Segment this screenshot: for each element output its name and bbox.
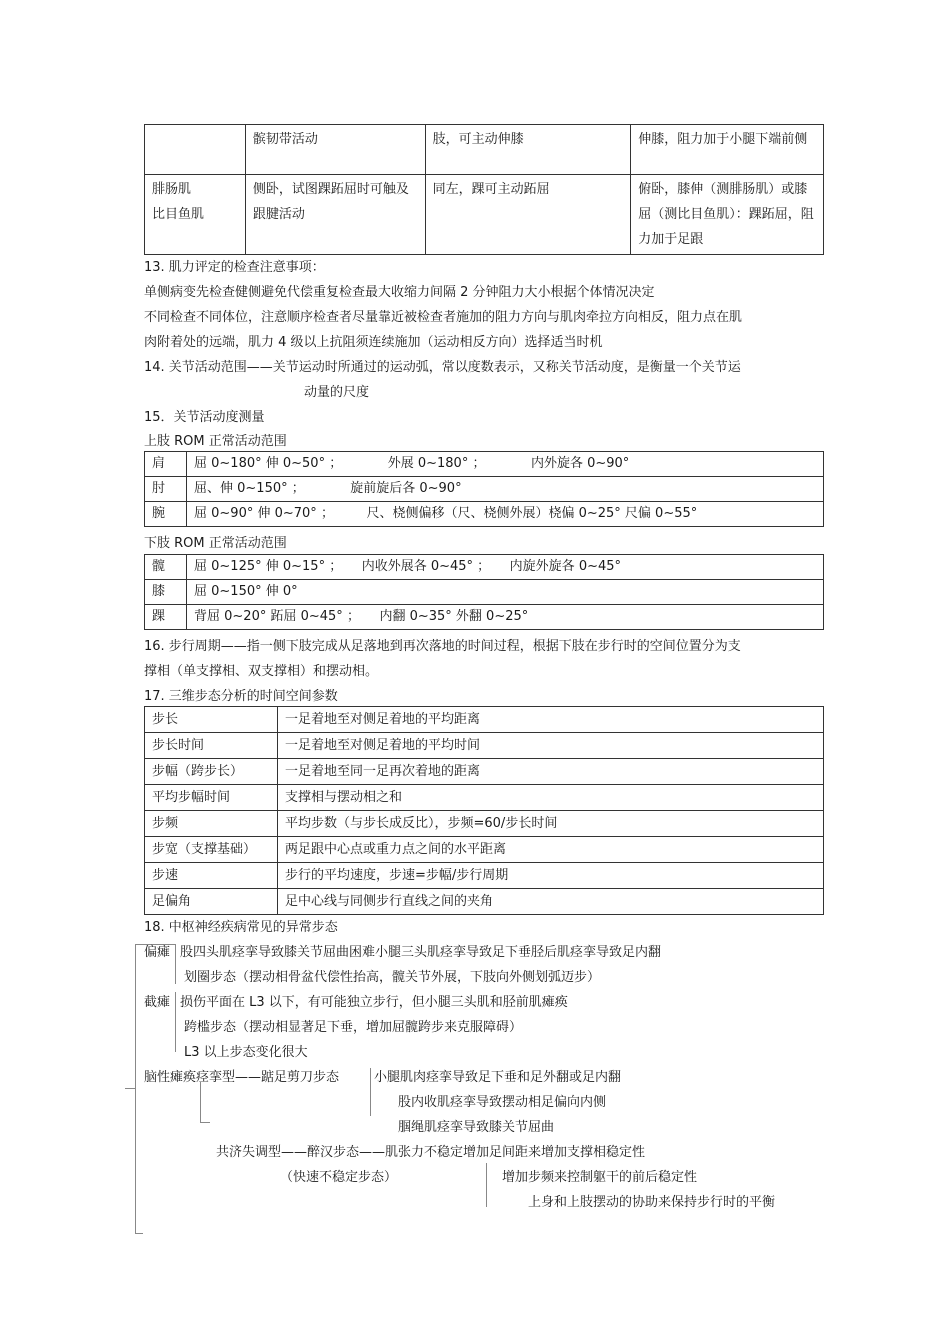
cerebral-palsy-label: 脑性瘫痪痉挛型——踮足剪刀步态 [144,1070,340,1085]
section-16-line: 撑相（单支撑相、双支撑相）和摆动相。 [144,664,379,679]
section-14-line: 动量的尺度 [304,385,370,400]
joint-cell: 髋 [145,555,187,580]
table-row [145,175,824,255]
table-row [145,889,824,915]
table-row [145,707,824,733]
param-desc: 足中心线与同侧步行直线之间的夹角 [278,889,824,915]
bracket-line [135,1233,143,1234]
joint-cell: 肘 [145,477,187,502]
section-17-title: 17. 三维步态分析的时间空间参数 [144,689,338,704]
table-cell: 侧卧，试图踝跖屈时可触及跟腱活动 [245,175,425,255]
table-row [145,125,824,175]
table-cell: 同左，踝可主动跖屈 [425,175,631,255]
paraplegia-label: 截瘫 [144,995,171,1010]
section-13-line: 肉附着处的远端，肌力 4 级以上抗阻须连续施加（运动相反方向）选择适当时机 [144,335,603,350]
section-13-line: 不同检查不同体位，注意顺序检查者尽量靠近被检查者施加的阻力方向与肌肉牵拉方向相反，阻力点在肌 [144,310,743,325]
section-13-title: 13. 肌力评定的检查注意事项： [144,260,325,275]
ataxia-item: 增加步频来控制躯干的前后稳定性 [502,1170,698,1185]
table-row [145,759,824,785]
joint-cell: 肩 [145,452,187,477]
table-cell: 髌韧带活动 [245,125,425,175]
bracket-line [200,1122,210,1123]
gait-parameter-table [144,706,824,915]
table-row [145,502,824,527]
ataxia-label: 共济失调型——醉汉步态——肌张力不稳定增加足间距来增加支撑相稳定性 [216,1145,646,1160]
table-row [145,477,824,502]
table-row [145,811,824,837]
upper-rom-title: 上肢 ROM 正常活动范围 [144,434,287,449]
upper-rom-table [144,451,824,527]
table-cell: 俯卧，膝伸（测腓肠肌）或膝屈（测比目鱼肌）：踝跖屈，阻力加于足跟 [631,175,824,255]
section-15-title: 15．关节活动度测量 [144,410,265,425]
section-18-title: 18. 中枢神经疾病常见的异常步态 [144,920,338,935]
section-14-line: 14. 关节活动范围——关节运动时所通过的运动弧，常以度数表示，又称关节活动度，是衡量一个关节运 [144,360,741,375]
param-desc: 平均步数（与步长成反比），步频=60/步长时间 [278,811,824,837]
cerebral-palsy-item: 股内收肌痉挛导致摆动相足偏向内侧 [398,1095,607,1110]
param-desc: 两足跟中心点或重力点之间的水平距离 [278,837,824,863]
lower-rom-table [144,554,824,630]
section-13-line: 单侧病变先检查健侧避免代偿重复检查最大收缩力间隔 2 分钟阻力大小根据个体情况决定 [144,285,655,300]
rom-cell: 屈 0~125° 伸 0~15° ； 内收外展各 0~45° ； 内旋外旋各 0~45° [187,555,824,580]
table-row [145,452,824,477]
lower-rom-title: 下肢 ROM 正常活动范围 [144,536,287,551]
table-cell: 肢，可主动伸膝 [425,125,631,175]
table-row [145,837,824,863]
param-desc: 一足着地至对侧足着地的平均距离 [278,707,824,733]
param-name: 步速 [145,863,278,889]
param-name: 步频 [145,811,278,837]
cerebral-palsy-item: 小腿肌肉痉挛导致足下垂和足外翻或足内翻 [374,1070,622,1085]
param-desc: 步行的平均速度，步速=步幅/步行周期 [278,863,824,889]
table-row [145,733,824,759]
param-desc: 一足着地至同一足再次着地的距离 [278,759,824,785]
section-16-line: 16. 步行周期——指一侧下肢完成从足落地到再次落地的时间过程，根据下肢在步行时的空间位置分为支 [144,639,741,654]
joint-cell: 踝 [145,605,187,630]
table-row [145,785,824,811]
table-row [145,863,824,889]
param-desc: 支撑相与摆动相之和 [278,785,824,811]
table-cell: 腓肠肌 比目鱼肌 [145,175,246,255]
ataxia-sub: （快速不稳定步态） [280,1170,398,1185]
rom-cell: 屈、伸 0~150° ； 旋前旋后各 0~90° [187,477,824,502]
ataxia-item: 上身和上肢摆动的协助来保持步行时的平衡 [528,1195,776,1210]
bracket-line [175,944,176,984]
joint-cell: 腕 [145,502,187,527]
param-name: 步长时间 [145,733,278,759]
bracket-line [370,1068,371,1116]
bracket-line [200,1082,201,1122]
rom-cell: 屈 0~90° 伸 0~70° ； 尺、桡侧偏移（尺、桡侧外展）桡偏 0~25° 尺偏 0~55° [187,502,824,527]
rom-cell: 背屈 0~20° 跖屈 0~45° ； 内翻 0~35° 外翻 0~25° [187,605,824,630]
table-cell [145,125,246,175]
table-cell: 伸膝，阻力加于小腿下端前侧 [631,125,824,175]
param-name: 步长 [145,707,278,733]
rom-cell: 屈 0~180° 伸 0~50° ； 外展 0~180° ； 内外旋各 0~90° [187,452,824,477]
paraplegia-sub: 跨槛步态（摆动相显著足下垂，增加屈髋跨步来克服障碍） [184,1020,523,1035]
paraplegia-text: 损伤平面在 L3 以下，有可能独立步行，但小腿三头肌和胫前肌瘫痪 [180,995,568,1010]
hemiplegia-sub: 划圈步态（摆动相骨盆代偿性抬高，髋关节外展，下肢向外侧划弧迈步） [184,970,601,985]
muscle-test-table [144,124,824,255]
bracket-line [486,1163,487,1207]
hemiplegia-text: 股四头肌痉挛导致膝关节屈曲困难小腿三头肌痉挛导致足下垂胫后肌痉挛导致足内翻 [180,945,662,960]
joint-cell: 膝 [145,580,187,605]
rom-cell: 屈 0~150° 伸 0° [187,580,824,605]
param-name: 步宽（支撑基础） [145,837,278,863]
table-row [145,580,824,605]
table-row [145,555,824,580]
bracket-line [125,1088,135,1089]
param-desc: 一足着地至对侧足着地的平均时间 [278,733,824,759]
cerebral-palsy-item: 腘绳肌痉挛导致膝关节屈曲 [398,1120,555,1135]
param-name: 步幅（跨步长） [145,759,278,785]
table-row [145,605,824,630]
bracket-line [135,944,136,1234]
hemiplegia-label: 偏瘫 [144,945,171,960]
bracket-line [175,992,176,1052]
param-name: 足偏角 [145,889,278,915]
paraplegia-sub: L3 以上步态变化很大 [184,1045,308,1060]
param-name: 平均步幅时间 [145,785,278,811]
